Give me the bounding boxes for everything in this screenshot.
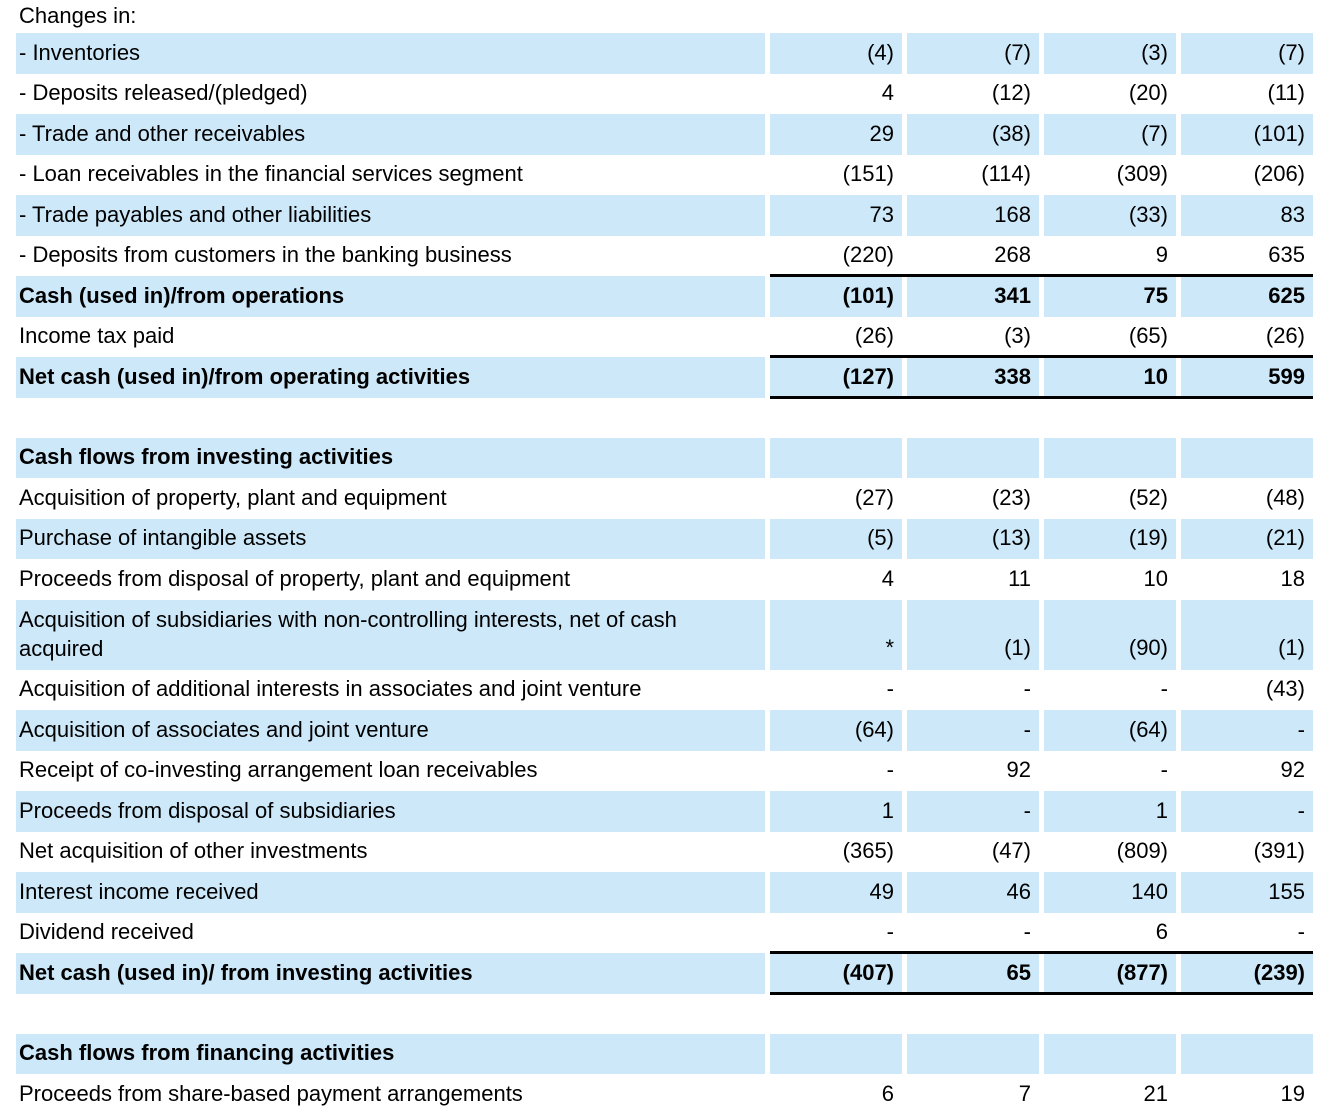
value-cell: 6 [881,1080,894,1106]
total-rule [770,992,1313,995]
value-cell: - [886,919,894,945]
value-cell: (309) [1116,161,1168,187]
value-cell [1044,438,1176,479]
row-label: Net cash (used in)/from operating activities [16,357,765,398]
value-cell: (20) [1128,80,1168,106]
value-cell: (4) [770,33,902,74]
value-cell: 49 [770,872,902,913]
row-label: - Trade and other receivables [16,114,765,155]
value-cell: 92 [1006,757,1031,783]
row-label: Proceeds from share-based payment arrangements [19,1080,523,1106]
value-cell: (65) [1128,323,1168,349]
value-cell: (52) [1128,484,1168,510]
row-label: Net acquisition of other investments [19,838,368,864]
table-row [16,1034,1313,1075]
row-label: Interest income received [16,872,765,913]
value-cell: - [886,757,894,783]
value-cell: (101) [1181,114,1313,155]
row-label: Acquisition of associates and joint venture [16,710,765,751]
value-cell: 341 [907,276,1039,317]
value-cell: (47) [991,838,1031,864]
row-label: Acquisition of subsidiaries with non-controlling interests, net of cash acquired [16,600,765,670]
value-cell [1181,438,1313,479]
value-cell [907,438,1039,479]
total-rule [770,951,1313,954]
value-cell: (3) [1004,323,1031,349]
value-cell: 92 [1280,757,1305,783]
total-rule [770,396,1313,399]
value-cell [1181,1034,1313,1075]
value-cell: (1) [1181,600,1313,670]
value-cell: 46 [907,872,1039,913]
row-label: - Deposits from customers in the banking business [19,242,512,268]
value-cell: (90) [1044,600,1176,670]
value-cell: (48) [1265,484,1305,510]
section-spacer [16,398,1313,438]
cash-flow-statement-table [16,0,1313,1115]
value-cell: (64) [1044,710,1176,751]
value-cell: - [886,676,894,702]
value-cell [907,0,1039,33]
value-cell: (3) [1044,33,1176,74]
value-cell: 65 [907,953,1039,994]
row-label: Proceeds from disposal of subsidiaries [16,791,765,832]
table-row [16,519,1313,560]
value-cell: (7) [1181,33,1313,74]
row-label: - Trade payables and other liabilities [16,195,765,236]
table-row [16,600,1313,670]
value-cell: (365) [842,838,894,864]
value-cell: - [907,791,1039,832]
value-cell: 10 [1143,565,1168,591]
value-cell [770,438,902,479]
value-cell: - [1160,676,1168,702]
value-cell: (127) [770,357,902,398]
value-cell: 9 [1155,242,1168,268]
table-row [16,438,1313,479]
value-cell: 10 [1044,357,1176,398]
value-cell [770,0,902,33]
value-cell [1181,0,1313,33]
row-label: Proceeds from disposal of property, plant and equipment [19,565,571,591]
value-cell: (407) [770,953,902,994]
table-row [16,791,1313,832]
value-cell: (239) [1181,953,1313,994]
value-cell: (23) [991,484,1031,510]
value-cell: 29 [770,114,902,155]
section-spacer [16,994,1313,1034]
value-cell [1044,0,1176,33]
value-cell: (19) [1044,519,1176,560]
value-cell: - [1023,919,1031,945]
table-row [16,195,1313,236]
value-cell: 635 [1268,242,1305,268]
value-cell: (5) [770,519,902,560]
row-label: Cash (used in)/from operations [16,276,765,317]
value-cell: (26) [1265,323,1305,349]
table-row [16,872,1313,913]
table-row [16,236,1313,277]
value-cell: 4 [881,565,894,591]
row-label: Cash flows from investing activities [16,438,765,479]
value-cell: (12) [991,80,1031,106]
value-cell: 599 [1181,357,1313,398]
value-cell: 4 [881,80,894,106]
value-cell: 6 [1155,919,1168,945]
table-row [16,913,1313,954]
value-cell: - [1181,791,1313,832]
value-cell: - [1297,919,1305,945]
table-row [16,74,1313,115]
row-label: Cash flows from financing activities [16,1034,765,1075]
row-label: Income tax paid [19,323,175,349]
value-cell: 1 [770,791,902,832]
value-cell: (809) [1116,838,1168,864]
value-cell: (151) [842,161,894,187]
value-cell: - [1181,710,1313,751]
value-cell: - [1023,676,1031,702]
value-cell: (206) [1253,161,1305,187]
value-cell: 625 [1181,276,1313,317]
table-row [16,317,1313,358]
table-row [16,559,1313,600]
value-cell: (26) [854,323,894,349]
table-row [16,953,1313,994]
value-cell: 7 [1018,1080,1031,1106]
table-row [16,751,1313,792]
value-cell: 73 [770,195,902,236]
total-rule [770,274,1313,277]
row-label: - Inventories [16,33,765,74]
row-label: Net cash (used in)/ from investing activities [16,953,765,994]
row-label: Acquisition of additional interests in associates and joint venture [19,676,642,702]
value-cell: 1 [1044,791,1176,832]
table-row [16,114,1313,155]
value-cell [907,1034,1039,1075]
row-label: Dividend received [19,919,194,945]
value-cell: (11) [1267,80,1305,106]
value-cell: (13) [907,519,1039,560]
value-cell: 18 [1280,565,1305,591]
value-cell: - [907,710,1039,751]
table-row [16,670,1313,711]
value-cell: (43) [1265,676,1305,702]
table-row [16,357,1313,398]
value-cell: - [1160,757,1168,783]
value-cell: (220) [842,242,894,268]
row-label: Receipt of co-investing arrangement loan receivables [19,757,538,783]
row-label: - Deposits released/(pledged) [19,80,308,106]
value-cell: 338 [907,357,1039,398]
value-cell: (38) [907,114,1039,155]
table-row [16,1074,1313,1115]
value-cell: 21 [1143,1080,1168,1106]
table-row [16,0,1313,33]
value-cell: (7) [907,33,1039,74]
table-row [16,155,1313,196]
table-row [16,33,1313,74]
value-cell: 83 [1181,195,1313,236]
value-cell: 19 [1280,1080,1305,1106]
value-cell: (1) [907,600,1039,670]
value-cell: (33) [1044,195,1176,236]
value-cell: * [770,600,902,670]
value-cell: 140 [1044,872,1176,913]
value-cell: (27) [854,484,894,510]
table-row [16,710,1313,751]
value-cell [1044,1034,1176,1075]
table-row [16,832,1313,873]
value-cell: (391) [1253,838,1305,864]
row-label: Changes in: [19,3,137,29]
value-cell: 11 [1008,565,1031,591]
table-row [16,478,1313,519]
value-cell: 155 [1181,872,1313,913]
value-cell: (114) [981,161,1031,187]
row-label: Purchase of intangible assets [16,519,765,560]
value-cell: (877) [1044,953,1176,994]
value-cell: 168 [907,195,1039,236]
value-cell [770,1034,902,1075]
value-cell: 75 [1044,276,1176,317]
value-cell: (7) [1044,114,1176,155]
value-cell: (64) [770,710,902,751]
value-cell: 268 [994,242,1031,268]
value-cell: (101) [770,276,902,317]
total-rule [770,355,1313,358]
table-row [16,276,1313,317]
value-cell: (21) [1181,519,1313,560]
row-label: - Loan receivables in the financial services segment [19,161,523,187]
row-label: Acquisition of property, plant and equipment [19,484,447,510]
